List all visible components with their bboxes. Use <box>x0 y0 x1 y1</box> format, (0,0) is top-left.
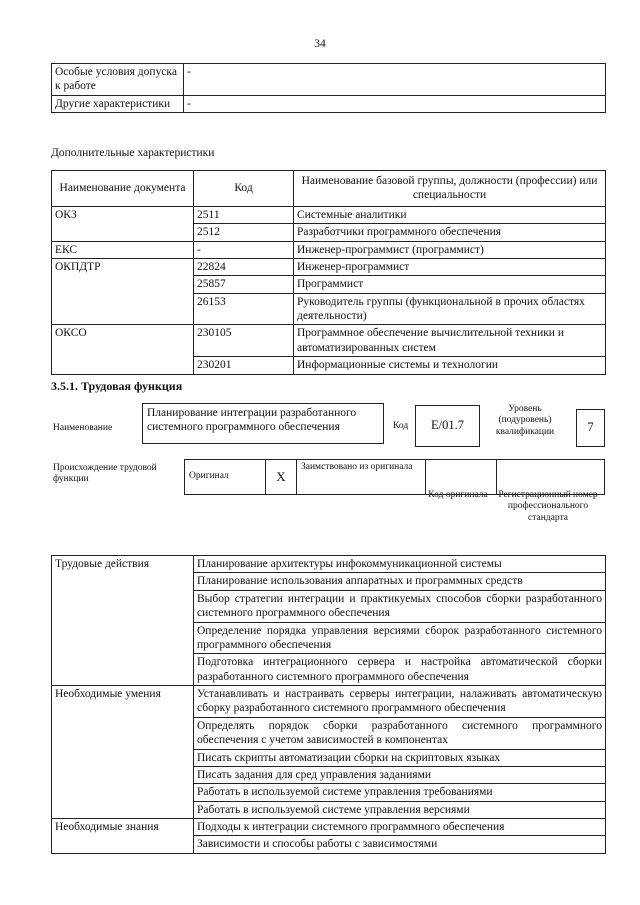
original-code-caption: Код оригинала <box>428 490 488 500</box>
item-cell: Определять порядок сборки разработанного системного программного обеспечения с учетом зависимостей в компонентах <box>194 717 606 749</box>
function-name-box: Планирование интеграции разработанного системного программного обеспечения <box>142 403 384 444</box>
row-label: Другие характеристики <box>52 95 184 112</box>
table-header-row <box>52 171 606 207</box>
row-value: - <box>184 64 606 96</box>
table-row <box>52 95 606 112</box>
level-box: 7 <box>576 409 605 447</box>
code-cell: 26153 <box>194 293 294 325</box>
row-value: - <box>184 95 606 112</box>
item-cell: Работать в используемой системе управления требованиями <box>194 784 606 801</box>
name-cell: Программист <box>294 276 606 293</box>
additional-characteristics-table <box>51 170 606 375</box>
table-row <box>52 819 606 836</box>
item-cell: Подходы к интеграции системного программного обеспечения <box>194 819 606 836</box>
item-cell: Выбор стратегии интеграции и практикуемых способов сборки разработанного системного программного обеспечения <box>194 590 606 622</box>
item-cell: Писать задания для сред управления заданиями <box>194 766 606 783</box>
borrowed-label: Заимствовано из оригинала <box>297 460 426 495</box>
item-cell: Планирование использования аппаратных и программных средств <box>194 573 606 590</box>
section-label: Трудовые действия <box>52 556 194 686</box>
code-cell: 230105 <box>194 325 294 357</box>
doc-cell: ОКЗ <box>52 206 194 241</box>
doc-cell: ОКСО <box>52 325 194 374</box>
code-cell: 2511 <box>194 206 294 223</box>
code-cell: - <box>194 241 294 258</box>
additional-characteristics-title: Дополнительные характеристики <box>51 147 215 159</box>
column-header: Код <box>194 171 294 207</box>
name-cell: Руководитель группы (функциональной в прочих областях деятельности) <box>294 293 606 325</box>
column-header: Наименование документа <box>52 171 194 207</box>
item-cell: Устанавливать и настраивать серверы интеграции, налаживать автоматическую сборку разработанного системного программного обеспечения <box>194 686 606 718</box>
original-mark: X <box>266 460 297 495</box>
table-row <box>52 258 606 275</box>
original-label: Оригинал <box>185 460 266 495</box>
row-label: Особые условия допуска к работе <box>52 64 184 96</box>
item-cell: Зависимости и способы работы с зависимостями <box>194 836 606 853</box>
column-header: Наименование базовой группы, должности (профессии) или специальности <box>294 171 606 207</box>
name-label: Наименование <box>53 423 113 433</box>
doc-cell: ЕКС <box>52 241 194 258</box>
name-cell: Инженер-программист (программист) <box>294 241 606 258</box>
item-cell: Работать в используемой системе управления версиями <box>194 801 606 818</box>
code-cell: 22824 <box>194 258 294 275</box>
function-details-table <box>51 555 606 854</box>
name-cell: Разработчики программного обеспечения <box>294 224 606 241</box>
section-label: Необходимые умения <box>52 686 194 819</box>
code-cell: 230201 <box>194 357 294 374</box>
table-row <box>52 64 606 96</box>
origin-label: Происхождение трудовой функции <box>53 463 157 485</box>
name-cell: Информационные системы и технологии <box>294 357 606 374</box>
item-cell: Писать скрипты автоматизации сборки на скриптовых языках <box>194 749 606 766</box>
item-cell: Определение порядка управления версиями сборок разработанного системного программного обеспечения <box>194 622 606 654</box>
table-row <box>52 556 606 573</box>
function-title: 3.5.1. Трудовая функция <box>51 379 183 393</box>
item-cell: Планирование архитектуры инфокоммуникационной системы <box>194 556 606 573</box>
page-number: 34 <box>314 38 326 50</box>
table-row <box>52 206 606 223</box>
name-cell: Программное обеспечение вычислительной техники и автоматизированных систем <box>294 325 606 357</box>
code-cell: 25857 <box>194 276 294 293</box>
code-cell: 2512 <box>194 224 294 241</box>
level-label: Уровень (подуровень) квалификации <box>495 404 555 437</box>
function-code-box: E/01.7 <box>415 405 480 447</box>
name-cell: Системные аналитики <box>294 206 606 223</box>
item-cell: Подготовка интеграционного сервера и настройка автоматической сборки разработанного системного программного обеспечения <box>194 654 606 686</box>
section-label: Необходимые знания <box>52 819 194 854</box>
name-cell: Инженер-программист <box>294 258 606 275</box>
table-row <box>52 241 606 258</box>
table-row <box>52 686 606 718</box>
table-row <box>52 325 606 357</box>
doc-cell: ОКПДТР <box>52 258 194 325</box>
code-label: Код <box>393 421 409 431</box>
registration-caption: Регистрационный номер профессионального стандарта <box>498 490 598 523</box>
conditions-table <box>51 63 606 113</box>
